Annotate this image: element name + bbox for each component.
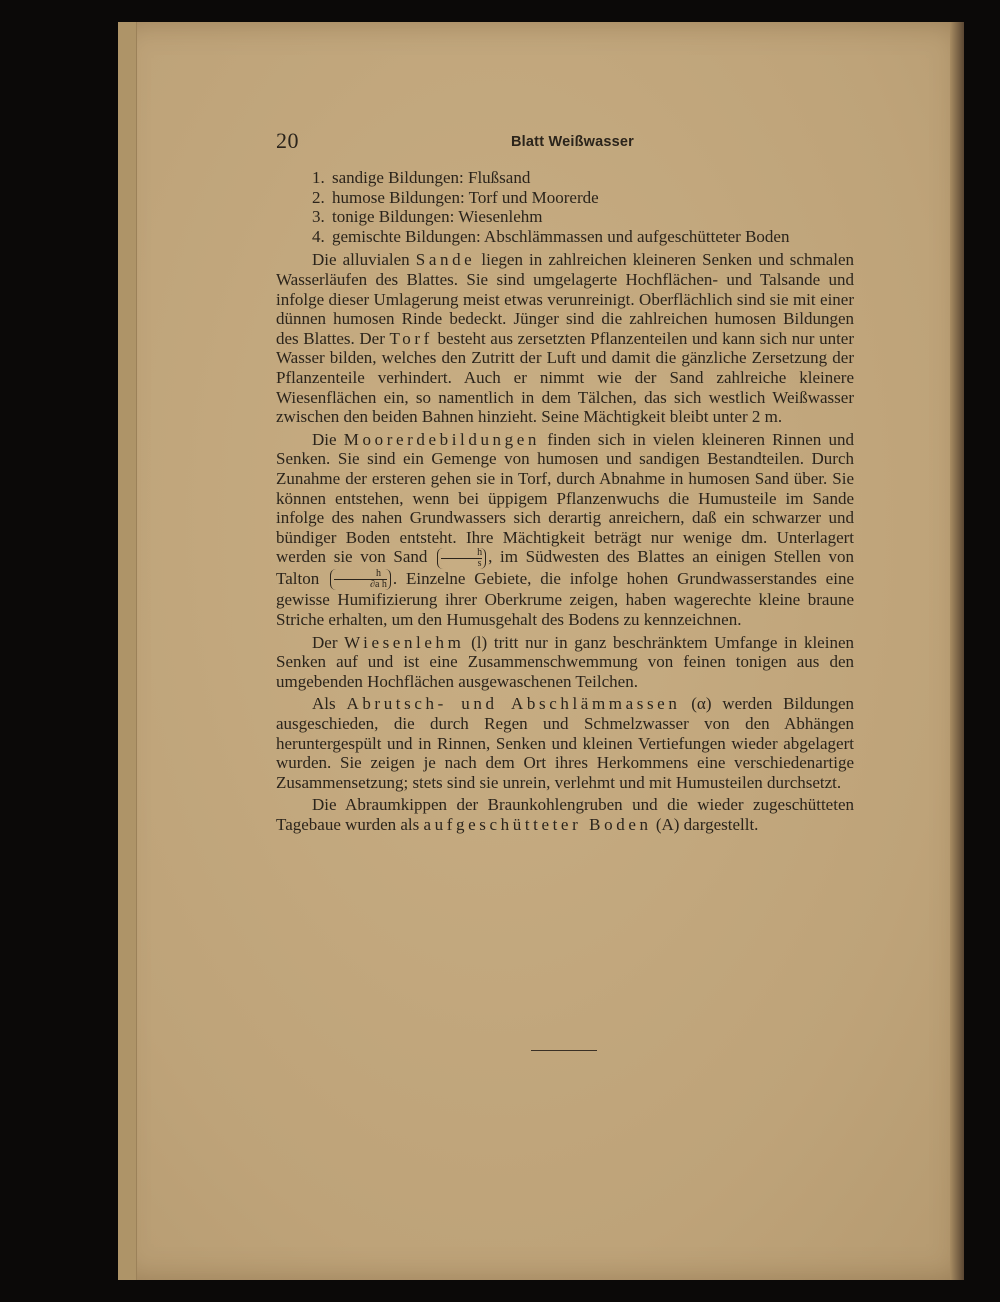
page-header (276, 128, 854, 162)
paragraph-sande (276, 250, 854, 426)
list-text: gemischte Bildungen: Abschlämmassen und aufgeschütteter Boden (332, 226, 790, 246)
text-run: finden sich in vielen kleineren Rinnen und Senken. Sie sind ein Gemenge von humosen und sandigen Bestandteilen. Durch Zunahme der ersteren gehen sie in Torf, durch Abnahme in humosen Sand über. Sie können entstehen, wenn bei üppigem Pflanzenwuchs die Humusteile im Sande infolge des nahen Grundwassers sich derartig anreichern, daß ein schwarzer und bündiger Boden entsteht. Ihre Mächtigkeit beträgt nur wenige dm. Unterlagert werden sie von Sand (276, 429, 855, 567)
spaced-term: Moorerdebildungen (343, 429, 541, 449)
page-edge (118, 22, 137, 1280)
spaced-term: Abrutsch- und Abschlämmassen (346, 694, 681, 714)
list-item (276, 207, 854, 227)
list-item (276, 227, 854, 247)
paragraph-abschlaemmassen (276, 694, 854, 792)
list-text: humose Bildungen: Torf und Moorerde (332, 187, 599, 207)
text-run: Die alluvialen (312, 250, 410, 270)
text-run: besteht aus zersetzten Pflanzenteilen und kann sich nur unter Wasser bilden, welches den Zutritt der Luft und damit die gänzliche Zersetzung der Pflanzenteile verhindert. Auch er nimmt wie der Sand zahlreiche kleinere Wiesenflächen ein, so namentlich in dem Tälchen, das sich westlich Weißwasser zwischen den beiden Bahnen hinzieht. Seine Mächtigkeit bleibt unter 2 m. (276, 328, 855, 427)
list-item (276, 168, 854, 188)
map-symbol-fraction (437, 548, 486, 569)
spaced-term: Torf (389, 328, 433, 348)
spaced-term: aufgeschütteter Boden (423, 815, 652, 834)
text-run: . Einzelne Gebiete, die infolge hohen Grundwasserstandes eine gewisse Humifizierung ihrer Oberkrume zeigen, haben wagerechte kleine braune Striche erhalten, um den Humusgehalt des Bodens zu kennzeichnen. (276, 568, 855, 630)
spaced-term: Wiesenlehm (344, 632, 465, 652)
fraction-numerator: h (441, 548, 482, 559)
spaced-term: Sande (415, 250, 476, 270)
paragraph-wiesenlehm (276, 633, 854, 692)
binding-shadow (950, 22, 964, 1280)
text-run: Die (312, 429, 337, 449)
text-run: (l) tritt nur in ganz beschränktem Umfange in kleinen Senken auf und ist eine Zusammenschwemmung von feinen tonigen aus den umgebenden Hochflächen ausgewaschenen Teilchen. (276, 632, 854, 691)
map-symbol-fraction (330, 569, 391, 590)
list-number: 4. (312, 226, 325, 246)
text-run: Als (312, 694, 336, 714)
paragraph-moorerde (276, 430, 854, 630)
fraction-denominator: s (477, 557, 482, 569)
list-number: 3. (312, 207, 325, 227)
fraction-numerator: h (334, 569, 387, 580)
list-text: sandige Bildungen: Flußsand (332, 168, 531, 187)
list-item (276, 188, 854, 208)
list-number: 1. (312, 168, 325, 187)
text-run: Die Abraumkippen der Braunkohlengruben und die wieder zugeschütteten Tagebaue wurden als (276, 795, 854, 834)
page-number: 20 (276, 128, 299, 153)
text-run: (α) werden Bildungen ausgeschieden, die durch Regen und Schmelzwasser von den Abhängen heruntergespült und in Rinnen, Senken und kleinen Vertiefungen wieder abgelagert wurden. Sie zeigen je nach dem Ort ihres Herkommens eine verschiedenartige Zusammensetzung; stets sind sie unrein, verlehmt und mit Humusteilen durchsetzt. (276, 694, 855, 792)
running-head: Blatt Weißwasser (511, 134, 635, 150)
list-number: 2. (312, 187, 325, 207)
text-run: Der (312, 632, 338, 652)
soil-types-list (276, 168, 854, 246)
fraction-denominator: ∂a h (370, 579, 387, 591)
text-run: liegen in zahlreichen kleineren Senken und schmalen Wasserläufen des Blattes. Sie sind umgelagerte Hochflächen- und Talsande und infolge dieser Umlagerung meist etwas verunreinigt. Oberflächlich sind sie mit einer dünnen humosen Rinde bedeckt. Jünger sind die zahlreichen humosen Bildungen des Blattes. Der (276, 250, 855, 348)
text-run: (A) dargestellt. (655, 815, 759, 834)
section-end-rule (531, 1050, 597, 1051)
list-text: tonige Bildungen: Wiesenlehm (332, 207, 543, 227)
page-content (276, 128, 854, 835)
paragraph-aufgeschuettet (276, 795, 854, 834)
text-run: , im Südwesten des Blattes an einigen Stellen von Talton (276, 547, 855, 588)
